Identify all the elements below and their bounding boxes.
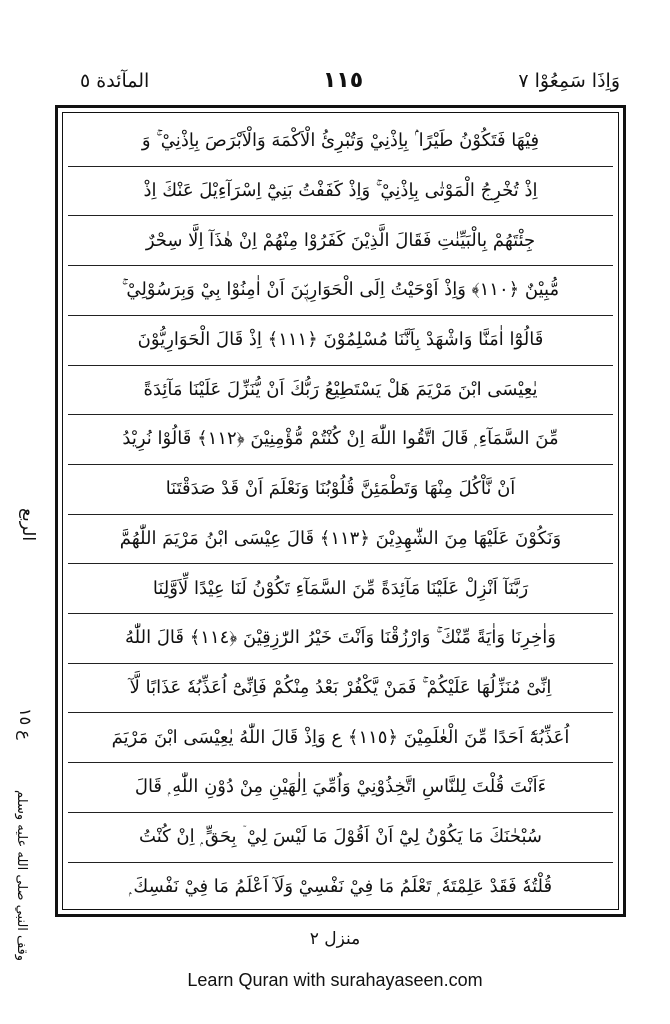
ayah-line: اَنْ نَّاْكُلَ مِنْهَا وَتَطْمَئِنَّ قُلُوْبُنَا وَنَعْلَمَ اَنْ قَدْ صَدَقْتَنَا bbox=[165, 478, 516, 500]
ayah-line: اِذْ تُخْرِجُ الْمَوْتٰى بِاِذْنِيْ ۚ وَاِذْ كَفَفْتُ بَنِيْٓ اِسْرَآءِيْلَ عَنْكَ اِذْ bbox=[143, 179, 538, 201]
credit-text: Learn Quran with surahayaseen.com bbox=[187, 970, 483, 990]
ayah-line: وَاٰخِرِنَا وَاٰيَةً مِّنْكَ ۚ وَارْزُقْنَا وَاَنْتَ خَيْرُ الرّٰزِقِيْنَ ﴿١١٤﴾ قَالَ اللّٰهُ bbox=[125, 627, 556, 649]
ayah-line: قُلْتُهٗ فَقَدْ عَلِمْتَهٗ ۭ تَعْلَمُ مَا فِيْ نَفْسِيْ وَلَآ اَعْلَمُ مَا فِيْ نَفْسِكَ ۭ bbox=[128, 875, 553, 897]
ayah-line: رَبَّنَآ اَنْزِلْ عَلَيْنَا مَآئِدَةً مِّنَ السَّمَآءِ تَكُوْنُ لَنَا عِيْدًا لِّاَوَّلِنَا bbox=[152, 577, 529, 599]
surah-name: المآئدة ٥ bbox=[80, 70, 150, 92]
ayah-line: جِئْتَهُمْ بِالْبَيِّنٰتِ فَقَالَ الَّذِيْنَ كَفَرُوْا مِنْهُمْ اِنْ هٰذَآ اِلَّا سِحْرٌ bbox=[145, 229, 536, 251]
ayah-line: يٰعِيْسَى ابْنَ مَرْيَمَ هَلْ يَسْتَطِيْعُ رَبُّكَ اَنْ يُّنَزِّلَ عَلَيْنَا مَآئِدَةً bbox=[143, 378, 538, 400]
ayah-line: ءَاَنْتَ قُلْتَ لِلنَّاسِ اتَّخِذُوْنِيْ وَاُمِّيَ اِلٰهَيْنِ مِنْ دُوْنِ اللّٰهِ ۭ قَالَ bbox=[134, 776, 547, 798]
ayah-line: مِّنَ السَّمَآءِ ۭ قَالَ اتَّقُوا اللّٰهَ اِنْ كُنْتُمْ مُّؤْمِنِيْنَ ﴿١١٢﴾ قَالُوْا نُرِيْدُ bbox=[122, 428, 559, 450]
ayah-lines bbox=[68, 116, 613, 906]
ayah-line: مُّبِيْنٌ ﴿١١٠﴾ وَاِذْ اَوْحَيْتُ اِلَى الْحَوَارِيّٖنَ اَنْ اٰمِنُوْا بِيْ وَبِرَسُوْلِيْ ۚ bbox=[121, 279, 560, 301]
page-number: ١١٥ bbox=[322, 68, 364, 93]
ayah-line: اُعَذِّبُهٗٓ اَحَدًا مِّنَ الْعٰلَمِيْنَ ﴿١١٥﴾ ع وَاِذْ قَالَ اللّٰهُ يٰعِيْسَى ابْنَ مَرْيَمَ bbox=[111, 726, 570, 748]
ayah-line: فِيْهَا فَتَكُوْنُ طَيْرًا ۢ بِاِذْنِيْ وَتُبْرِئُ الْاَكْمَهَ وَالْاَبْرَصَ بِاِذْنِيْ ۚ وَ bbox=[141, 130, 540, 152]
ayah-line: اِنِّىْ مُنَزِّلُهَا عَلَيْكُمْ ۚ فَمَنْ يَّكْفُرْ بَعْدُ مِنْكُمْ فَاِنِّىْٓ اُعَذِّبُهٗ عَذَابًا لَّآ bbox=[129, 676, 552, 698]
ruku-marker: ع ١٥ bbox=[16, 708, 35, 740]
manzil-label: منزل ٢ bbox=[309, 929, 361, 949]
waqf-note: وقف النبي صلى الله عليه وسلم bbox=[14, 790, 29, 961]
juz-name: وَاِذَا سَمِعُوْا ٧ bbox=[518, 70, 620, 92]
quran-page-frame bbox=[55, 105, 626, 917]
page-header bbox=[60, 68, 626, 104]
rub-marker: الربع bbox=[18, 508, 38, 542]
ayah-line: وَنَكُوْنَ عَلَيْهَا مِنَ الشّٰهِدِيْنَ ﴿١١٣﴾ قَالَ عِيْسَى ابْنُ مَرْيَمَ اللّٰهُمَّ bbox=[119, 527, 562, 549]
ayah-line: سُبْحٰنَكَ مَا يَكُوْنُ لِيْٓ اَنْ اَقُوْلَ مَا لَيْسَ لِيْ ۤ بِحَقٍّ ۭ اِنْ كُنْتُ bbox=[139, 826, 542, 847]
ayah-line: قَالُوْٓا اٰمَنَّا وَاشْهَدْ بِاَنَّنَا مُسْلِمُوْنَ ﴿١١١﴾ اِذْ قَالَ الْحَوَارِيُّوْنَ bbox=[137, 329, 544, 350]
